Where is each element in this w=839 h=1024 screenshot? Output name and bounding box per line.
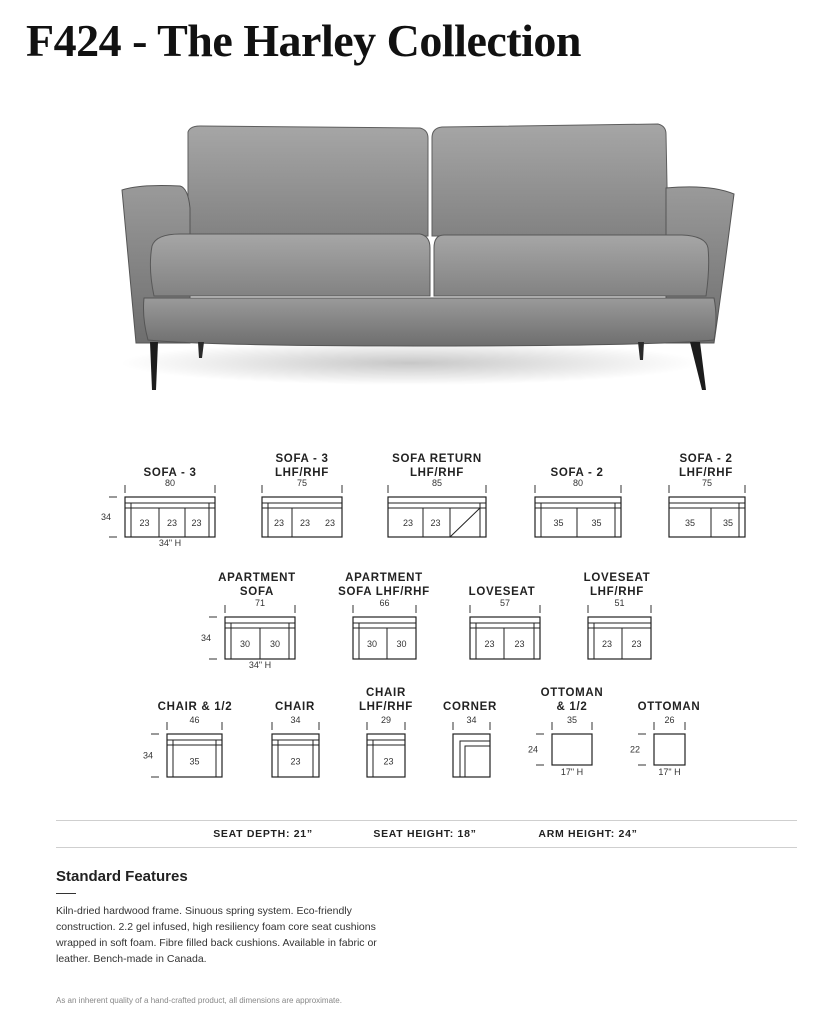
config-label-line: LOVESEAT <box>583 572 651 584</box>
config-label-line: APARTMENT <box>218 572 296 584</box>
config-label-line: LHF/RHF <box>409 467 465 479</box>
seat-value: 30 <box>269 639 281 649</box>
width-value: 34 <box>290 715 301 725</box>
features-body: Kiln-dried hardwood frame. Sinuous spring system. Eco-friendly construction. 2.2 gel infused, high resiliency foam core seat cushions wrapped in soft foam. Fibre filled back cushions. Available in fabric or leather. Bench-made in Canada. <box>56 905 377 965</box>
seat-value: 23 <box>601 639 613 649</box>
config-diagram <box>272 715 319 777</box>
page-title: F424 - The Harley Collection <box>26 15 581 66</box>
features-divider <box>56 893 76 894</box>
outline <box>453 734 490 777</box>
config-label <box>392 452 482 480</box>
config-label-line: CHAIR <box>366 687 406 699</box>
config-label-line: SOFA - 3 <box>275 453 329 465</box>
config-diagram <box>353 598 416 659</box>
features-heading: Standard Features <box>56 868 188 885</box>
config-label <box>275 700 315 714</box>
height-note: 34" H <box>158 538 182 548</box>
width-value: 46 <box>189 715 200 725</box>
config-diagram <box>669 478 745 537</box>
config-diagram <box>101 478 215 548</box>
depth-value: 34 <box>100 512 111 522</box>
config-label-line: CHAIR & 1/2 <box>157 701 233 713</box>
config-label <box>359 686 413 714</box>
seat-value: 23 <box>430 518 441 528</box>
config-diagram <box>143 715 222 777</box>
height-note: 17" H <box>658 767 681 777</box>
config-diagram <box>528 715 592 777</box>
seat-value: 23 <box>166 518 178 528</box>
config-label-line: LHF/RHF <box>274 467 330 479</box>
seat-value: 23 <box>299 518 311 528</box>
seat-value: 35 <box>684 518 696 528</box>
width-value: 66 <box>379 598 390 608</box>
config-label-line: APARTMENT <box>345 572 423 584</box>
seat-height-spec: SEAT HEIGHT: 18” <box>373 828 477 840</box>
outline <box>552 734 592 765</box>
config-diagram <box>388 478 486 537</box>
width-value: 26 <box>664 715 675 725</box>
height-note: 17" H <box>560 767 584 777</box>
config-diagram <box>262 478 342 537</box>
seat-value: 23 <box>191 518 202 528</box>
config-label <box>338 571 430 599</box>
seat-value: 23 <box>139 518 150 528</box>
config-label <box>469 585 536 599</box>
specs-bar <box>56 820 797 848</box>
config-diagram <box>367 715 405 777</box>
width-value: 75 <box>701 478 713 488</box>
config-label-line: & 1/2 <box>556 701 588 713</box>
config-label <box>679 452 733 480</box>
width-value: 85 <box>431 478 443 488</box>
config-label <box>584 571 651 599</box>
config-label-line: SOFA - 3 <box>143 467 197 479</box>
seat-value: 30 <box>366 639 378 649</box>
config-label <box>443 700 497 714</box>
config-label-line: SOFA LHF/RHF <box>338 586 430 598</box>
seat-value: 35 <box>189 756 200 767</box>
config-label-line: LOVESEAT <box>468 586 536 598</box>
config-diagram <box>588 598 651 659</box>
config-diagram <box>535 478 621 537</box>
config-label-line: CORNER <box>442 701 498 713</box>
config-label-line: SOFA <box>239 586 275 598</box>
config-label-line: LHF/RHF <box>678 467 734 479</box>
config-diagram <box>470 598 540 659</box>
outline <box>654 734 685 765</box>
seat-value: 35 <box>553 518 564 528</box>
config-label <box>143 466 196 480</box>
seat-value: 35 <box>591 518 602 528</box>
config-label <box>541 686 604 714</box>
width-value: 35 <box>566 715 578 725</box>
depth-value: 34 <box>142 750 153 761</box>
seat-value: 23 <box>273 518 285 528</box>
config-label <box>550 466 603 480</box>
config-label-line: LHF/RHF <box>358 701 414 713</box>
depth-value: 22 <box>629 744 640 755</box>
disclaimer: As an inherent quality of a hand-crafted product, all dimensions are approximate. <box>56 996 342 1005</box>
width-value: 75 <box>296 478 308 488</box>
config-label <box>638 700 701 714</box>
config-label-line: SOFA RETURN <box>392 453 482 465</box>
width-value: 29 <box>380 715 392 725</box>
config-label-line: CHAIR <box>275 701 315 713</box>
config-label-line: SOFA - 2 <box>679 453 733 465</box>
seat-value: 23 <box>484 639 495 649</box>
config-label <box>218 571 296 599</box>
config-label-line: OTTOMAN <box>637 701 701 713</box>
width-value: 80 <box>572 478 584 488</box>
seat-value: 23 <box>383 756 394 767</box>
config-label-line: SOFA - 2 <box>550 467 604 479</box>
height-note: 34" H <box>248 660 272 670</box>
seat-value: 23 <box>631 639 642 649</box>
seat-value: 23 <box>402 518 414 528</box>
arm-height-spec: ARM HEIGHT: 24” <box>538 828 638 840</box>
seat-depth-spec: SEAT DEPTH: 21” <box>213 828 313 840</box>
depth-value: 34 <box>200 633 211 643</box>
depth-value: 24 <box>527 744 538 755</box>
config-label-line: LHF/RHF <box>589 586 645 598</box>
width-value: 34 <box>466 715 477 725</box>
seat-value: 30 <box>239 639 251 649</box>
width-value: 71 <box>254 598 266 608</box>
seat-value: 35 <box>722 518 734 528</box>
seat-value: 23 <box>290 756 301 767</box>
config-diagram <box>453 715 490 777</box>
config-label-line: OTTOMAN <box>540 687 604 699</box>
width-value: 51 <box>614 598 625 608</box>
config-diagram <box>201 598 295 670</box>
config-label <box>275 452 329 480</box>
config-label <box>158 700 233 714</box>
config-diagram <box>630 715 685 777</box>
seat-value: 30 <box>396 639 407 649</box>
seat-value: 23 <box>514 639 525 649</box>
width-value: 80 <box>164 478 176 488</box>
width-value: 57 <box>499 598 511 608</box>
seat-value: 23 <box>324 518 336 528</box>
